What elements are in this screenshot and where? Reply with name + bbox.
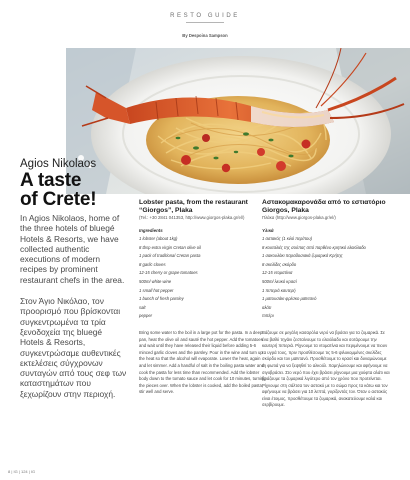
ingredient-item: 8 tbsp extra virgin Cretan olive oil [139,244,201,250]
ingredient-item: 12-15 cherry or grape tomatoes [139,270,198,276]
ingredient-item: 8 κουταλιές της σούπας από παρθένο κρητικό ελαιόλαδο [262,244,366,250]
ingredients-list-english [139,235,267,321]
article-title-line2: of Crete! [20,189,97,210]
restaurant-contact-greek: Πλάκα (http://www.giorgos-plaka.gr/el/) [262,215,336,220]
restaurant-contact-english: (Tel.: +30 2841 041353, http://www.giorgos-plaka.gr/el/) [139,215,245,220]
location-name: Agios Nikolaos [20,158,97,170]
ingredients-heading-english: Ingredients [139,228,163,233]
ingredient-item: 500ml λευκό κρασί [262,278,297,284]
ingredient-item: 1 lobster (about 1kg) [139,236,178,241]
ingredient-item: 1 σακουλάκι παραδοσιακά ζυμαρικά Κρήτης [262,253,343,259]
ingredient-item: 500ml white wine [139,278,172,284]
ingredient-item: 1 ματουσάκι φρέσκο μαϊντανό [262,296,317,302]
ingredient-item: 1 bunch of fresh parsley [139,296,184,302]
ingredient-item: αλάτι [262,304,272,310]
recipe-title-greek: Αστακομακαρονάδα από το εστιατόριο Giorgos, Plaka [262,199,386,214]
article-title-line1: A taste [20,170,82,191]
ingredient-item: 12-15 ντοματίνια [262,270,293,276]
ingredient-item: 1 πιπεριά καυτερή [262,287,296,293]
page-footer: 8 | IG | 124 | IG [8,469,36,474]
ingredient-item: 1 small hot pepper [139,287,174,293]
ingredients-list-greek [262,235,390,321]
method-greek: Βάζουμε σε μεγάλη κασαρόλα νερό να βράσει για τα ζυμαρικά. Σε ένα βαθύ τηγάνι ζεσταίνουμε το ελαιόλαδο και σοτάρουμε την καυτερή πιπεριά. Ρίχνουμε τα ντοματίνια και περιμένουμε να πιουν τα υγρά τους, πριν προσθέσουμε τις 5-6 ψιλοκομμένες σκελίδες σκόρδο και τον μαϊντανό. Προσθέτουμε το κρασί και δυναμώνουμε τη φωτιά για να ξεψηθεί το αλκοόλ. Χαμηλώνουμε και αφήνουμε να σιγοβράσει. Στο νερό που έχει βράσει ρίχνουμε μια χούφτα αλάτι και βράζουμε τα ζυμαρικά λιγότερο από τον χρόνο που προτείνεται. Ρίχνουμε στη σάλτσα τον αστακό με το σώμα προς τα κάτω και τον αφήνουμε να βράσει για 10 λεπτά, γυρίζοντάς τον. Όταν ο αστακός είναι έτοιμος, προσθέτουμε τα ζυμαρικά, ανακατεύουμε καλά και σερβίρουμε. [262,329,390,408]
section-divider [186,22,224,23]
recipe-title-english: Lobster pasta, from the restaurant “Giorgos”, Plaka [139,199,248,214]
ingredient-item: πιπέρι [262,313,274,319]
article-title [20,171,128,209]
ingredient-item: 1 pack of traditional Cretan pasta [139,253,201,259]
intro-greek: Στον Άγιο Νικόλαο, τον προορισμό που βρίσκονται συγκεντρωμένα τα τρία ξενοδοχεία της bluegé Hotels & Resorts, συγκεντρώσαμε αυθεντικές εκτελέσεις σύγχρονων συνταγών από τους σεφ των καταστημάτων που ξεχωρίζουν στην περιοχή. [20,296,127,399]
ingredient-item: salt [139,304,146,310]
byline: By Despoina Sampson [182,33,228,38]
page-header [0,0,410,44]
ingredient-item: 8 garlic cloves [139,261,166,267]
recipe-greek-column [262,199,390,409]
ingredient-item: pepper [139,313,153,319]
intro-column [20,158,128,399]
intro-english: In Agios Nikolaos, home of the three hotels of bluegé Hotels & Resorts, we have collected authentic executions of modern recipes by prominent restaurant chefs in the area. [20,213,125,285]
ingredients-heading-greek: Υλικά [262,228,274,233]
recipe-english-column [139,199,267,396]
ingredient-item: 8 σκελίδες σκόρδο [262,261,297,267]
method-english: Bring some water to the boil in a large pot for the pasta. In a deep pan, heat the olive oil and sauté the hot pepper. Add the tomatoes and wait until they have released their liquid before adding 5-6 minced garlic cloves and the parsley. Pour in the wine and turn up the heat so that the alcohol will evaporate. Lower the heat, again and let simmer. Add a handful of salt in the boiling pasta water and cook the pasta for less time than recommended. Add the lobster body down to the tomato sauce and let cook for 10 minutes, turning the pieces over. When the lobster is cooked, add the boiled pasta, stir well and serve. [139,329,266,395]
ingredient-item: 1 αστακός (1 κιλό περίπου) [262,236,313,241]
section-title: RESTO GUIDE [170,13,240,19]
